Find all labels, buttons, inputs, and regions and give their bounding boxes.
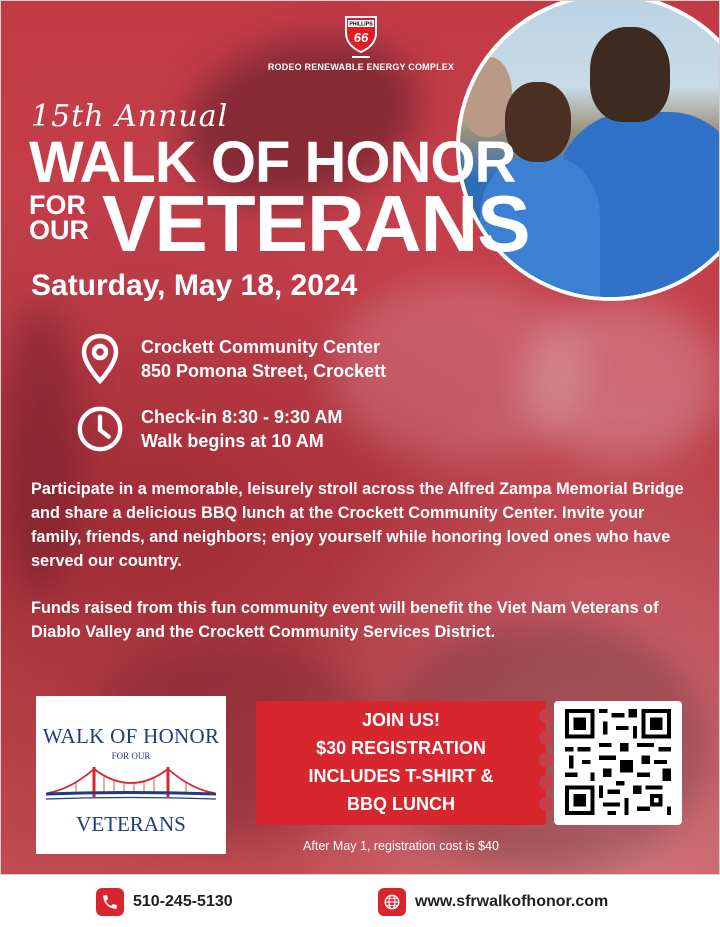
registration-callout — [256, 701, 546, 825]
title-for: FOR — [29, 190, 86, 220]
photo-figure — [590, 27, 670, 122]
late-registration-note: After May 1, registration cost is $40 — [303, 839, 499, 853]
ticket-notch — [539, 775, 553, 789]
cta-includes: INCLUDES T-SHIRT & — [308, 765, 494, 786]
svg-text:66: 66 — [353, 30, 369, 45]
globe-icon — [378, 888, 406, 916]
golden-gate-bridge-icon — [46, 763, 216, 805]
logo-for-our: FOR OUR — [111, 751, 151, 761]
clock-icon — [76, 401, 124, 457]
phone-contact[interactable] — [96, 888, 233, 916]
phillips66-shield-logo — [344, 15, 378, 53]
location-text — [141, 335, 386, 384]
time-text — [141, 405, 342, 454]
title-our: OUR — [29, 214, 89, 245]
qr-code-icon — [565, 709, 671, 815]
contact-footer — [0, 875, 720, 927]
phone-icon — [96, 888, 124, 916]
event-logo — [36, 696, 226, 854]
cta-registration-price: $30 REGISTRATION — [316, 737, 486, 758]
map-pin-icon — [76, 331, 124, 387]
location-name: Crockett Community Center — [141, 336, 381, 357]
brand-divider — [352, 56, 370, 58]
location-row — [76, 331, 386, 387]
logo-walk-of-honor: WALK OF HONOR — [42, 724, 220, 748]
registration-qr-code[interactable] — [554, 701, 682, 825]
svg-text:PHILLIPS: PHILLIPS — [349, 21, 373, 28]
funds-paragraph: Funds raised from this fun community event will benefit the Viet Nam Veterans of Diablo Valley and the Crockett Community Services District. — [31, 599, 659, 641]
ticket-notch — [539, 753, 553, 767]
time-row — [76, 401, 342, 457]
description-paragraph: Participate in a memorable, leisurely stroll across the Alfred Zampa Memorial Bridge and share a delicious BBQ lunch at the Crockett Community Center. Invite your family, friends, and neighbors; enjoy yourself while honoring loved ones who have served our country. — [31, 480, 684, 570]
ticket-notch — [539, 797, 553, 811]
title-walk-of-honor: WALK OF HONOR — [29, 130, 516, 195]
logo-veterans: VETERANS — [76, 812, 186, 836]
ticket-notch — [539, 731, 553, 745]
website-contact[interactable] — [378, 888, 608, 916]
checkin-time: Check-in 8:30 - 9:30 AM — [141, 406, 343, 427]
title-veterans: VETERANS — [102, 179, 530, 268]
annual-label: 15th Annual — [31, 99, 229, 134]
location-address: 850 Pomona Street, Crockett — [141, 361, 387, 381]
background-photo-texture — [521, 301, 720, 461]
phone-number: 510-245-5130 — [133, 893, 233, 910]
sponsor-brand — [263, 15, 459, 72]
brand-complex-name: RODEO RENEWABLE ENERGY COMPLEX — [267, 62, 455, 72]
website-url: www.sfrwalkofhonor.com — [415, 893, 609, 910]
cta-join-us: JOIN US! — [361, 710, 440, 730]
walk-time: Walk begins at 10 AM — [141, 431, 324, 451]
title-for-our — [29, 190, 89, 245]
ticket-notch — [539, 709, 553, 723]
event-date: Saturday, May 18, 2024 — [31, 269, 358, 302]
cta-bbq-lunch: BBQ LUNCH — [347, 793, 455, 814]
